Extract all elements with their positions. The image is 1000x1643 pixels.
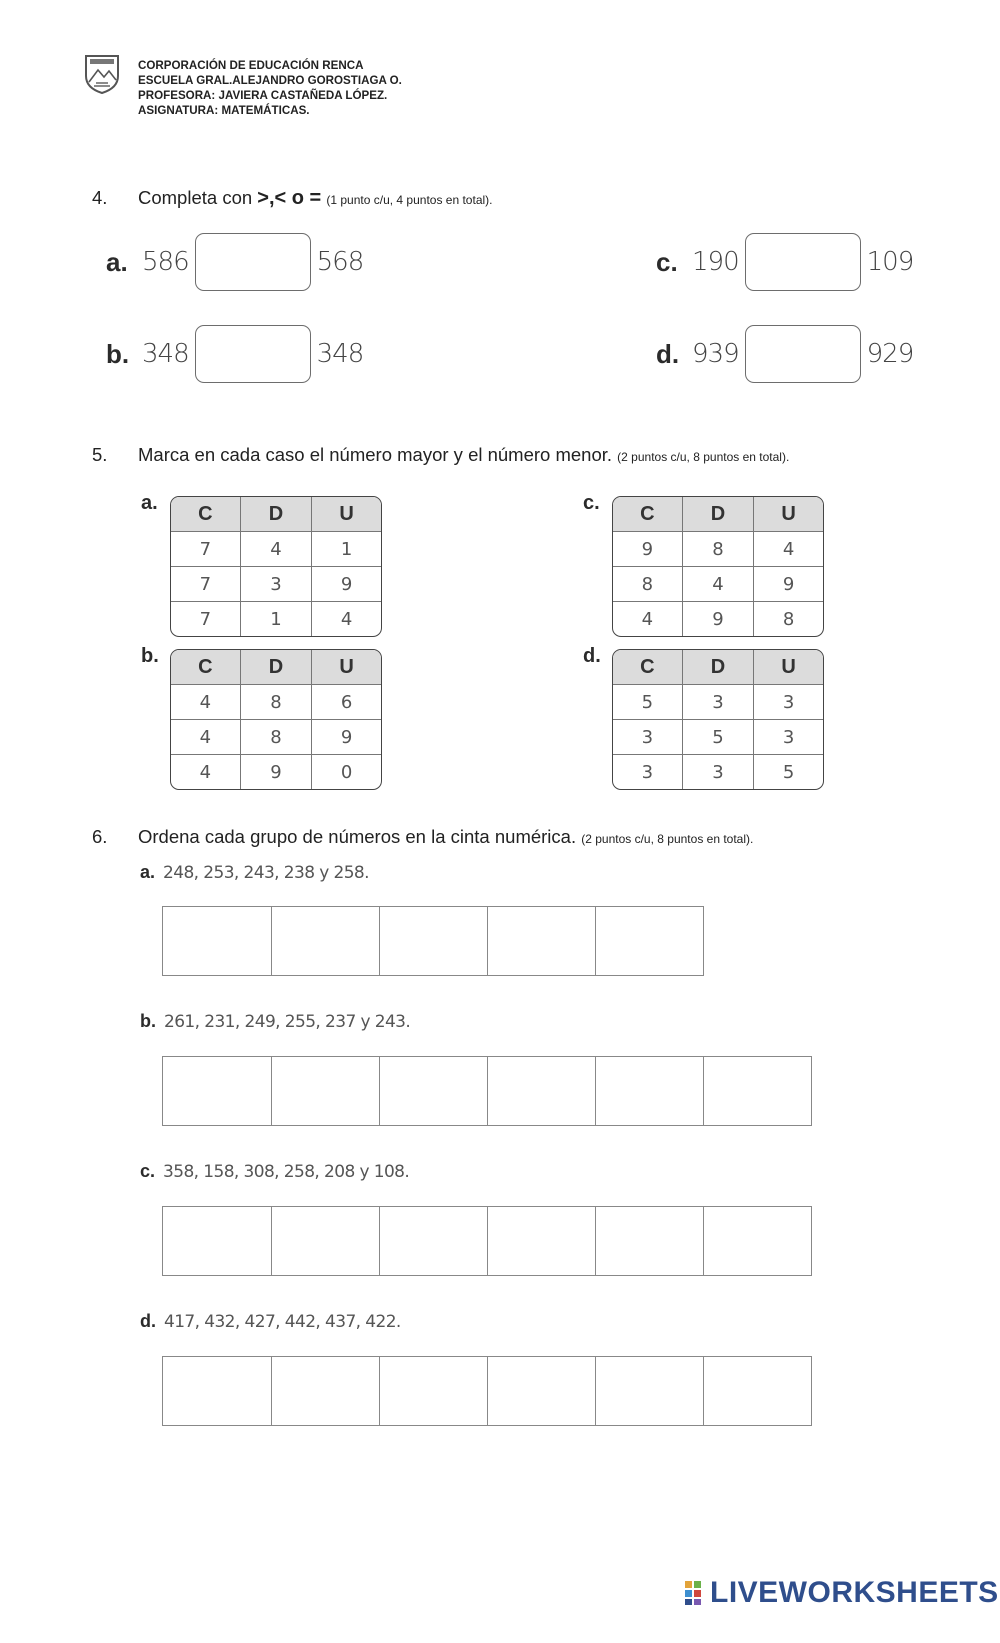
order-group-c-label: [140, 1161, 409, 1182]
strip-cell[interactable]: [487, 1207, 595, 1275]
digit-cell: 4: [312, 602, 381, 637]
digit-cell: 4: [613, 602, 682, 637]
table-row[interactable]: [613, 755, 823, 790]
answer-box[interactable]: [195, 325, 311, 383]
answer-box[interactable]: [195, 233, 311, 291]
col-header-u: U: [754, 497, 823, 532]
table-row[interactable]: [613, 685, 823, 720]
strip-cell[interactable]: [703, 1357, 811, 1425]
strip-cell[interactable]: [595, 1207, 703, 1275]
strip-cell[interactable]: [163, 1357, 271, 1425]
order-group-b-label: [140, 1011, 410, 1032]
digit-cell: 9: [312, 720, 381, 755]
col-header-d: D: [682, 497, 753, 532]
digit-cell: 7: [171, 532, 240, 567]
digit-cell: 9: [240, 755, 311, 790]
table-letter: d.: [583, 645, 601, 667]
number-strip-a: [162, 906, 704, 976]
number-strip-d: [162, 1356, 812, 1426]
strip-cell[interactable]: [163, 1057, 271, 1125]
liveworksheets-watermark: [684, 1576, 999, 1610]
left-number: 586: [142, 247, 189, 277]
strip-cell[interactable]: [379, 1207, 487, 1275]
col-header-u: U: [312, 650, 381, 685]
strip-cell[interactable]: [379, 907, 487, 975]
answer-box[interactable]: [745, 233, 861, 291]
header-line-3: PROFESORA: JAVIERA CASTAÑEDA LÓPEZ.: [138, 89, 388, 102]
points-note: (2 puntos c/u, 8 puntos en total).: [617, 450, 790, 464]
liveworksheets-logo-icon: [684, 1580, 710, 1606]
strip-cell[interactable]: [271, 1057, 379, 1125]
strip-cell[interactable]: [271, 1207, 379, 1275]
question-4-title: [92, 187, 492, 210]
col-header-u: U: [754, 650, 823, 685]
table-row[interactable]: [171, 532, 381, 567]
strip-cell[interactable]: [271, 907, 379, 975]
col-header-d: D: [682, 650, 753, 685]
cdu-table-b: [170, 649, 382, 790]
group-numbers: 358, 158, 308, 258, 208 y 108.: [163, 1162, 410, 1182]
group-numbers: 417, 432, 427, 442, 437, 422.: [164, 1312, 401, 1332]
order-group-a-label: [140, 862, 369, 883]
group-letter: c.: [140, 1161, 156, 1181]
col-header-c: C: [171, 497, 240, 532]
item-letter: a.: [106, 246, 128, 277]
watermark-text: LIVEWORKSHEETS: [710, 1576, 999, 1609]
question-number: 4.: [92, 187, 108, 208]
left-number: 348: [142, 339, 189, 369]
col-header-d: D: [240, 650, 311, 685]
table-row[interactable]: [171, 567, 381, 602]
question-5-title: [92, 444, 789, 466]
strip-cell[interactable]: [271, 1357, 379, 1425]
table-row[interactable]: [171, 602, 381, 637]
digit-cell: 3: [682, 755, 753, 790]
table-row[interactable]: [613, 720, 823, 755]
compare-item-b: [106, 324, 363, 384]
digit-cell: 1: [240, 602, 311, 637]
digit-cell: 4: [171, 685, 240, 720]
digit-cell: 3: [682, 685, 753, 720]
digit-cell: 3: [613, 755, 682, 790]
question-number: 6.: [92, 826, 108, 847]
digit-cell: 4: [754, 532, 823, 567]
digit-cell: 4: [682, 567, 753, 602]
strip-cell[interactable]: [703, 1207, 811, 1275]
compare-item-d: [656, 324, 913, 384]
strip-cell[interactable]: [163, 907, 271, 975]
group-letter: b.: [140, 1011, 156, 1031]
header-line-1: CORPORACIÓN DE EDUCACIÓN RENCA: [138, 59, 364, 72]
points-note: (2 puntos c/u, 8 puntos en total).: [581, 832, 754, 846]
digit-cell: 3: [754, 685, 823, 720]
item-letter: c.: [656, 246, 678, 277]
digit-cell: 4: [240, 532, 311, 567]
item-letter: b.: [106, 338, 130, 369]
table-letter: b.: [141, 645, 159, 667]
digit-cell: 3: [240, 567, 311, 602]
strip-cell[interactable]: [487, 907, 595, 975]
digit-cell: 9: [754, 567, 823, 602]
digit-cell: 9: [682, 602, 753, 637]
right-number: 109: [866, 247, 914, 277]
answer-box[interactable]: [745, 325, 861, 383]
digit-cell: 7: [171, 567, 240, 602]
question-text: Ordena cada grupo de números en la cinta numérica.: [138, 826, 577, 847]
table-row[interactable]: [171, 720, 381, 755]
digit-cell: 9: [312, 567, 381, 602]
left-number: 939: [692, 339, 739, 369]
strip-cell[interactable]: [379, 1357, 487, 1425]
digit-cell: 6: [312, 685, 381, 720]
strip-cell[interactable]: [703, 1057, 811, 1125]
number-strip-b: [162, 1056, 812, 1126]
strip-cell[interactable]: [379, 1057, 487, 1125]
digit-cell: 4: [171, 755, 240, 790]
col-header-c: C: [171, 650, 240, 685]
school-logo: [84, 52, 120, 94]
strip-cell[interactable]: [487, 1057, 595, 1125]
question-text: Completa con: [138, 187, 258, 208]
col-header-u: U: [312, 497, 381, 532]
table-row[interactable]: [613, 532, 823, 567]
digit-cell: 1: [312, 532, 381, 567]
question-number: 5.: [92, 444, 108, 465]
table-row[interactable]: [613, 602, 823, 637]
points-note: (1 punto c/u, 4 puntos en total).: [326, 193, 493, 207]
right-number: 568: [316, 247, 364, 277]
digit-cell: 3: [754, 720, 823, 755]
left-number: 190: [692, 247, 739, 277]
digit-cell: 8: [240, 720, 311, 755]
right-number: 929: [866, 339, 914, 369]
strip-cell[interactable]: [163, 1207, 271, 1275]
col-header-d: D: [240, 497, 311, 532]
strip-cell[interactable]: [595, 1057, 703, 1125]
col-header-c: C: [613, 650, 682, 685]
digit-cell: 8: [613, 567, 682, 602]
table-letter: a.: [141, 492, 158, 514]
table-row[interactable]: [171, 685, 381, 720]
group-letter: a.: [140, 862, 156, 882]
number-strip-c: [162, 1206, 812, 1276]
digit-cell: 5: [613, 685, 682, 720]
school-header: [138, 58, 402, 118]
digit-cell: 9: [613, 532, 682, 567]
right-number: 348: [316, 339, 364, 369]
digit-cell: 8: [754, 602, 823, 637]
compare-item-a: [106, 232, 363, 292]
table-row[interactable]: [613, 567, 823, 602]
header-line-2: ESCUELA GRAL.ALEJANDRO GOROSTIAGA O.: [138, 74, 402, 87]
digit-cell: 8: [682, 532, 753, 567]
digit-cell: 8: [240, 685, 311, 720]
strip-cell[interactable]: [595, 907, 703, 975]
strip-cell[interactable]: [487, 1357, 595, 1425]
digit-cell: 3: [613, 720, 682, 755]
digit-cell: 4: [171, 720, 240, 755]
cdu-table-a: [170, 496, 382, 637]
cdu-table-d: [612, 649, 824, 790]
digit-cell: 5: [682, 720, 753, 755]
order-group-d-label: [140, 1311, 401, 1332]
table-letter: c.: [583, 492, 600, 514]
header-line-4: ASIGNATURA: MATEMÁTICAS.: [138, 104, 310, 117]
item-letter: d.: [656, 338, 680, 369]
question-6-title: [92, 826, 753, 848]
strip-cell[interactable]: [595, 1357, 703, 1425]
table-row[interactable]: [171, 755, 381, 790]
cdu-table-c: [612, 496, 824, 637]
digit-cell: 7: [171, 602, 240, 637]
group-numbers: 261, 231, 249, 255, 237 y 243.: [164, 1012, 411, 1032]
compare-item-c: [656, 232, 913, 292]
col-header-c: C: [613, 497, 682, 532]
group-numbers: 248, 253, 243, 238 y 258.: [163, 863, 369, 883]
digit-cell: 0: [312, 755, 381, 790]
group-letter: d.: [140, 1311, 156, 1331]
comparison-symbols: >,< o =: [257, 187, 322, 209]
digit-cell: 5: [754, 755, 823, 790]
question-text: Marca en cada caso el número mayor y el número menor.: [138, 444, 613, 465]
